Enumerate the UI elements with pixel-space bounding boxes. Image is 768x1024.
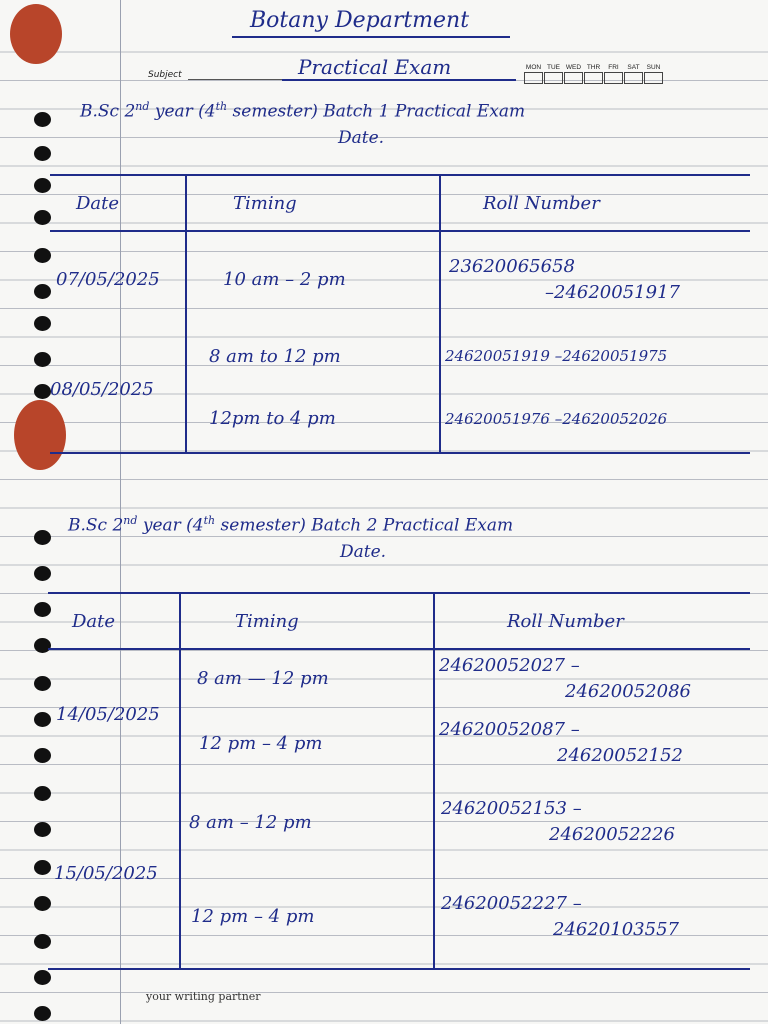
page-title: Botany Department: [250, 8, 470, 33]
footer-tagline: your writing partner: [146, 990, 261, 1003]
roll-cell: 24620051919 –24620051975: [440, 327, 750, 385]
day-box: [524, 72, 543, 84]
binding-hole: [34, 284, 51, 299]
roll-cell: 24620052027 – 24620052086: [434, 649, 750, 707]
day-selector: [524, 64, 663, 84]
binding-hole: [34, 210, 51, 225]
day-sat: SAT: [624, 64, 643, 84]
day-wed: WED: [564, 64, 583, 84]
binding-hole: [34, 146, 51, 161]
binding-hole: [34, 566, 51, 581]
column-header-date: Date: [50, 175, 186, 231]
subtitle-underline: [282, 79, 516, 81]
table-row: [50, 327, 750, 385]
column-header-timing: Timing: [180, 593, 434, 649]
day-fri: FRI: [604, 64, 623, 84]
binding-hole: [34, 384, 51, 399]
roll-cell: 24620051976 –24620052026: [440, 385, 750, 453]
timing-cell: 8 am — 12 pm: [180, 649, 434, 707]
roll-cell: 24620052153 – 24620052226: [434, 779, 750, 865]
title-underline: [232, 36, 510, 38]
date-cell: 14/05/2025: [56, 704, 160, 725]
timing-cell: 12 pm – 4 pm: [180, 707, 434, 779]
binding-hole: [34, 178, 51, 193]
date-cell: 07/05/2025: [56, 269, 160, 290]
binding-hole: [34, 530, 51, 545]
table-row: [50, 231, 750, 327]
day-thr: THR: [584, 64, 603, 84]
timing-cell: 8 am – 12 pm: [180, 779, 434, 865]
day-sun: SUN: [644, 64, 663, 84]
day-box: [544, 72, 563, 84]
binding-hole: [34, 352, 51, 367]
table-header-row: [50, 175, 750, 231]
batch1-table: [50, 174, 750, 454]
binding-hole: [34, 970, 51, 985]
day-box: [624, 72, 643, 84]
column-header-date: Date: [48, 593, 180, 649]
table-row: [48, 649, 750, 707]
fingertip: [10, 4, 62, 64]
binding-hole: [34, 1006, 51, 1021]
day-tue: TUE: [544, 64, 563, 84]
roll-cell: 23620065658 –24620051917: [440, 231, 750, 327]
day-box: [564, 72, 583, 84]
binding-hole: [34, 248, 51, 263]
timing-cell: 12pm to 4 pm: [186, 385, 440, 453]
batch1-heading: B.Sc 2nd year (4th semester) Batch 1 Practical Exam: [80, 100, 526, 122]
day-box: [604, 72, 623, 84]
column-header-timing: Timing: [186, 175, 440, 231]
binding-hole: [34, 112, 51, 127]
day-box: [584, 72, 603, 84]
page-subtitle: Practical Exam: [298, 55, 452, 79]
batch2-table: [48, 592, 750, 970]
column-header-roll: Roll Number: [440, 175, 750, 231]
subject-line: [188, 79, 288, 80]
subject-label: Subject: [148, 70, 182, 80]
timing-cell: 10 am – 2 pm: [186, 231, 440, 327]
batch1-heading-date: Date.: [338, 128, 385, 148]
batch2-heading: B.Sc 2nd year (4th semester) Batch 2 Practical Exam: [68, 514, 514, 536]
column-header-roll: Roll Number: [434, 593, 750, 649]
roll-cell: 24620052087 – 24620052152: [434, 707, 750, 779]
table-header-row: [48, 593, 750, 649]
batch2-heading-date: Date.: [340, 542, 387, 562]
binding-hole: [34, 316, 51, 331]
date-cell: 15/05/2025: [54, 863, 158, 884]
roll-cell: 24620052227 – 24620103557: [434, 865, 750, 969]
timing-cell: 12 pm – 4 pm: [180, 865, 434, 969]
date-cell: 08/05/2025: [50, 379, 154, 400]
timing-cell: 8 am to 12 pm: [186, 327, 440, 385]
day-box: [644, 72, 663, 84]
table-row: [48, 779, 750, 865]
day-mon: MON: [524, 64, 543, 84]
